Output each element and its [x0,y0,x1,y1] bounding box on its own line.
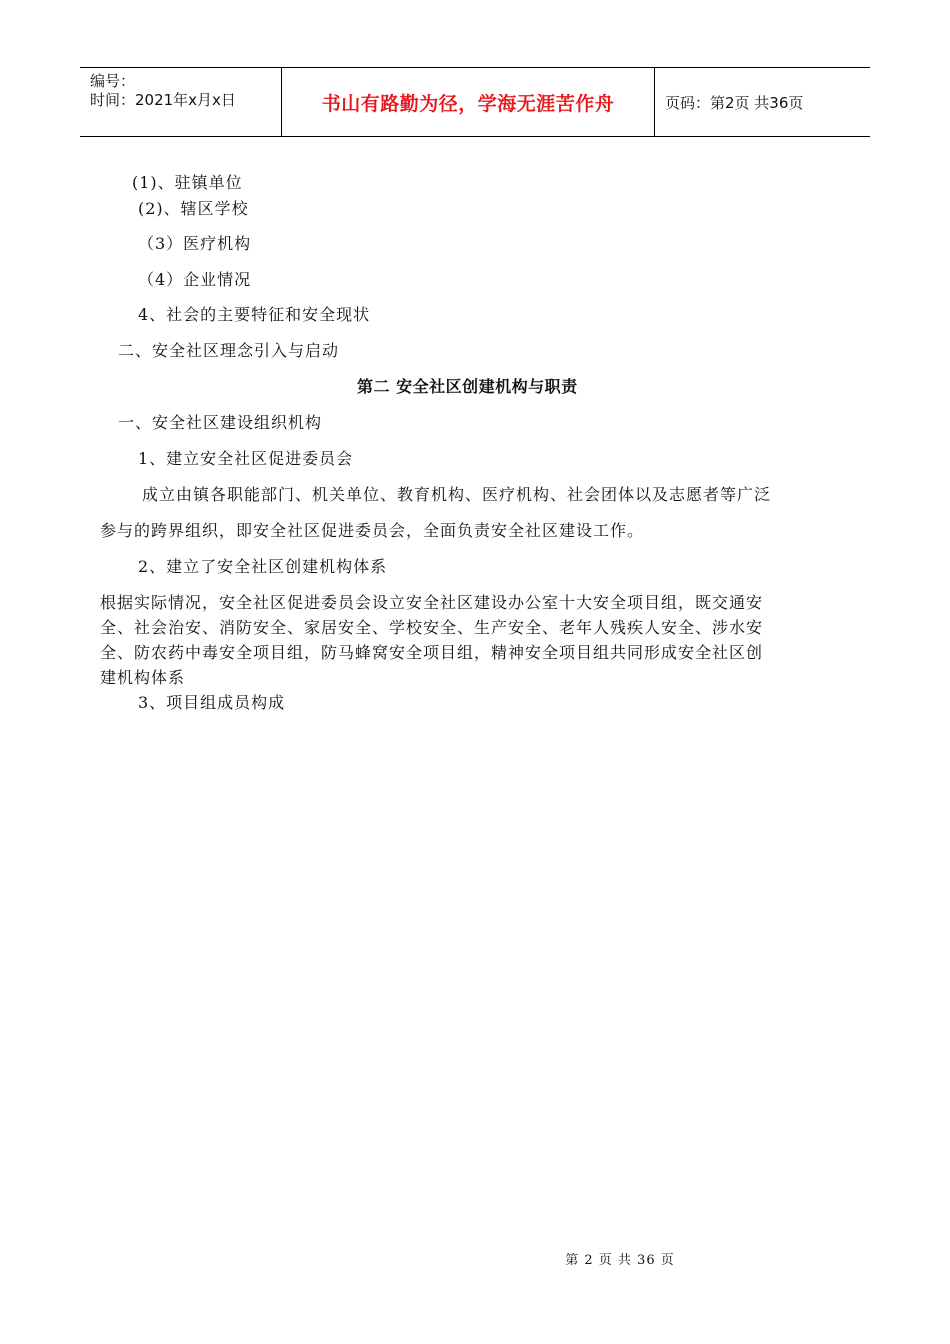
header-motto: 书山有路勤为径，学海无涯苦作舟 [321,92,615,115]
subsection-title: 3、项目组成员构成 [138,693,286,712]
header-meta-cell [80,68,282,136]
paragraph-line: 参与的跨界组织，即安全社区促进委员会，全面负责安全社区建设工作。 [100,521,645,540]
header-motto-cell [282,68,655,136]
section-title: 一、安全社区建设组织机构 [118,413,323,432]
list-item: (1)、驻镇单位 [132,173,243,192]
header-page-info: 页码：第2页 共36页 [665,93,804,112]
subsection-title: 1、建立安全社区促进委员会 [138,449,354,468]
chapter-heading: 第二 安全社区创建机构与职责 [357,377,578,396]
document-header [80,67,870,137]
list-item: (2)、辖区学校 [138,199,249,218]
list-item: （3）医疗机构 [138,234,252,253]
list-item: （4）企业情况 [138,270,252,289]
paragraph-line: 成立由镇各职能部门、机关单位、教育机构、医疗机构、社会团体以及志愿者等广泛 [142,485,772,504]
page-footer: 第 2 页 共 36 页 [565,1253,675,1268]
paragraph-line: 全、社会治安、消防安全、家居安全、学校安全、生产安全、老年人残疾人安全、涉水安 [100,618,764,637]
document-number-label: 编号： [90,72,136,90]
subsection-title: 2、建立了安全社区创建机构体系 [138,557,388,576]
list-item: 4、社会的主要特征和安全现状 [138,305,371,324]
list-item: 二、安全社区理念引入与启动 [118,341,340,360]
header-page-cell [655,68,870,136]
document-date-label: 时间：2021年x月x日 [90,91,236,109]
paragraph-line: 建机构体系 [100,668,186,687]
paragraph-line: 根据实际情况，安全社区促进委员会设立安全社区建设办公室十大安全项目组，既交通安 [100,593,764,612]
paragraph-line: 全、防农药中毒安全项目组，防马蜂窝安全项目组，精神安全项目组共同形成安全社区创 [100,643,764,662]
